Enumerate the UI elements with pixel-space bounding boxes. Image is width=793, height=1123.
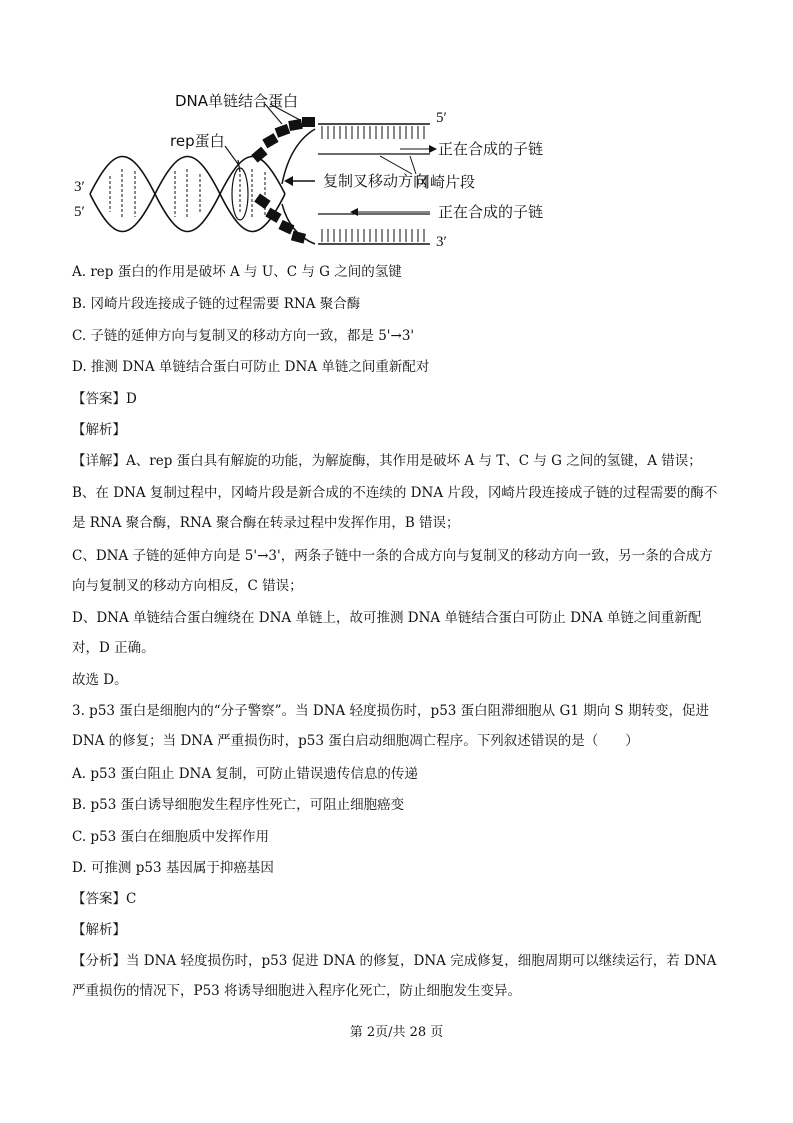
q3-option-a: A. p53 蛋白阻止 DNA 复制，可防止错误遗传信息的传递	[72, 766, 418, 782]
new-strand-top-label: 正在合成的子链	[438, 140, 544, 158]
q3-answer: 【答案】C	[72, 891, 137, 907]
replication-fork-diagram	[60, 84, 560, 254]
bottom-base-pairs	[322, 229, 424, 242]
new-strand-bottom-label: 正在合成的子链	[438, 203, 544, 221]
q2-analysis-heading: 【解析】	[72, 422, 126, 438]
q2-detail-d: D、DNA 单链结合蛋白缠绕在 DNA 单链上，故可推测 DNA 单链结合蛋白可防止 DNA 单链之间重新配对，D 正确。	[72, 610, 702, 656]
q2-option-a: A. rep 蛋白的作用是破坏 A 与 U、C 与 G 之间的氢键	[72, 264, 402, 280]
helix-base-pairs	[110, 169, 265, 219]
q3-option-b: B. p53 蛋白诱导细胞发生程序性死亡，可阻止细胞癌变	[72, 797, 405, 813]
q2-option-b: B. 冈崎片段连接成子链的过程需要 RNA 聚合酶	[72, 296, 361, 312]
q2-detail-b: B、在 DNA 复制过程中，冈崎片段是新合成的不连续的 DNA 片段，冈崎片段连接成子链的过程需要的酶不是 RNA 聚合酶，RNA 聚合酶在转录过程中发挥作用，B 错误；	[72, 485, 718, 531]
q2-detail-a: 【详解】A、rep 蛋白具有解旋的功能，为解旋酶，其作用是破坏 A 与 T、C 与 G 之间的氢键，A 错误；	[72, 453, 702, 469]
q2-answer: 【答案】D	[72, 391, 137, 407]
end-5-top: 5′	[436, 110, 447, 126]
okazaki-label: 冈崎片段	[415, 173, 476, 191]
q2-detail-c: C、DNA 子链的延伸方向是 5'→3'，两条子链中一条的合成方向与复制叉的移动方向一致，另一条的合成方向与复制叉的移动方向相反，C 错误；	[72, 548, 713, 594]
q2-option-d: D. 推测 DNA 单链结合蛋白可防止 DNA 单链之间重新配对	[72, 359, 430, 375]
top-base-pairs	[322, 126, 424, 139]
q2-option-c: C. 子链的延伸方向与复制叉的移动方向一致，都是 5'→3'	[72, 328, 415, 344]
end-5-left: 5′	[74, 204, 85, 220]
rep-pointer	[225, 146, 238, 164]
q2-choice: 故选 D。	[72, 672, 128, 688]
q3-analysis-heading: 【解析】	[72, 922, 126, 938]
q3-option-d: D. 可推测 p53 基因属于抑癌基因	[72, 860, 274, 876]
end-3-bottom: 3′	[436, 234, 447, 250]
fork-arm-top	[282, 129, 315, 184]
fork-direction-label: 复制叉移动方向	[323, 172, 429, 190]
rep-label: rep蛋白	[170, 132, 225, 150]
q3-stem: 3. p53 蛋白是细胞内的“分子警察”。当 DNA 轻度损伤时，p53 蛋白阻滞细胞从 G1 期向 S 期转变，促进 DNA 的修复；当 DNA 严重损伤时，p53 蛋白启动细胞凋亡程序。下列叙述错误的是（ ）	[72, 703, 709, 749]
q3-option-c: C. p53 蛋白在细胞质中发挥作用	[72, 829, 270, 845]
q3-note: 【分析】当 DNA 轻度损伤时，p53 促进 DNA 的修复，DNA 完成修复，细胞周期可以继续运行，若 DNA 严重损伤的情况下，P53 将诱导细胞进入程序化死亡，防止细胞发生变异。	[72, 953, 717, 999]
page-footer: 第 2页/共 28 页	[349, 1025, 444, 1040]
ssb-label: DNA单链结合蛋白	[175, 92, 299, 110]
end-3-left: 3′	[74, 179, 85, 195]
